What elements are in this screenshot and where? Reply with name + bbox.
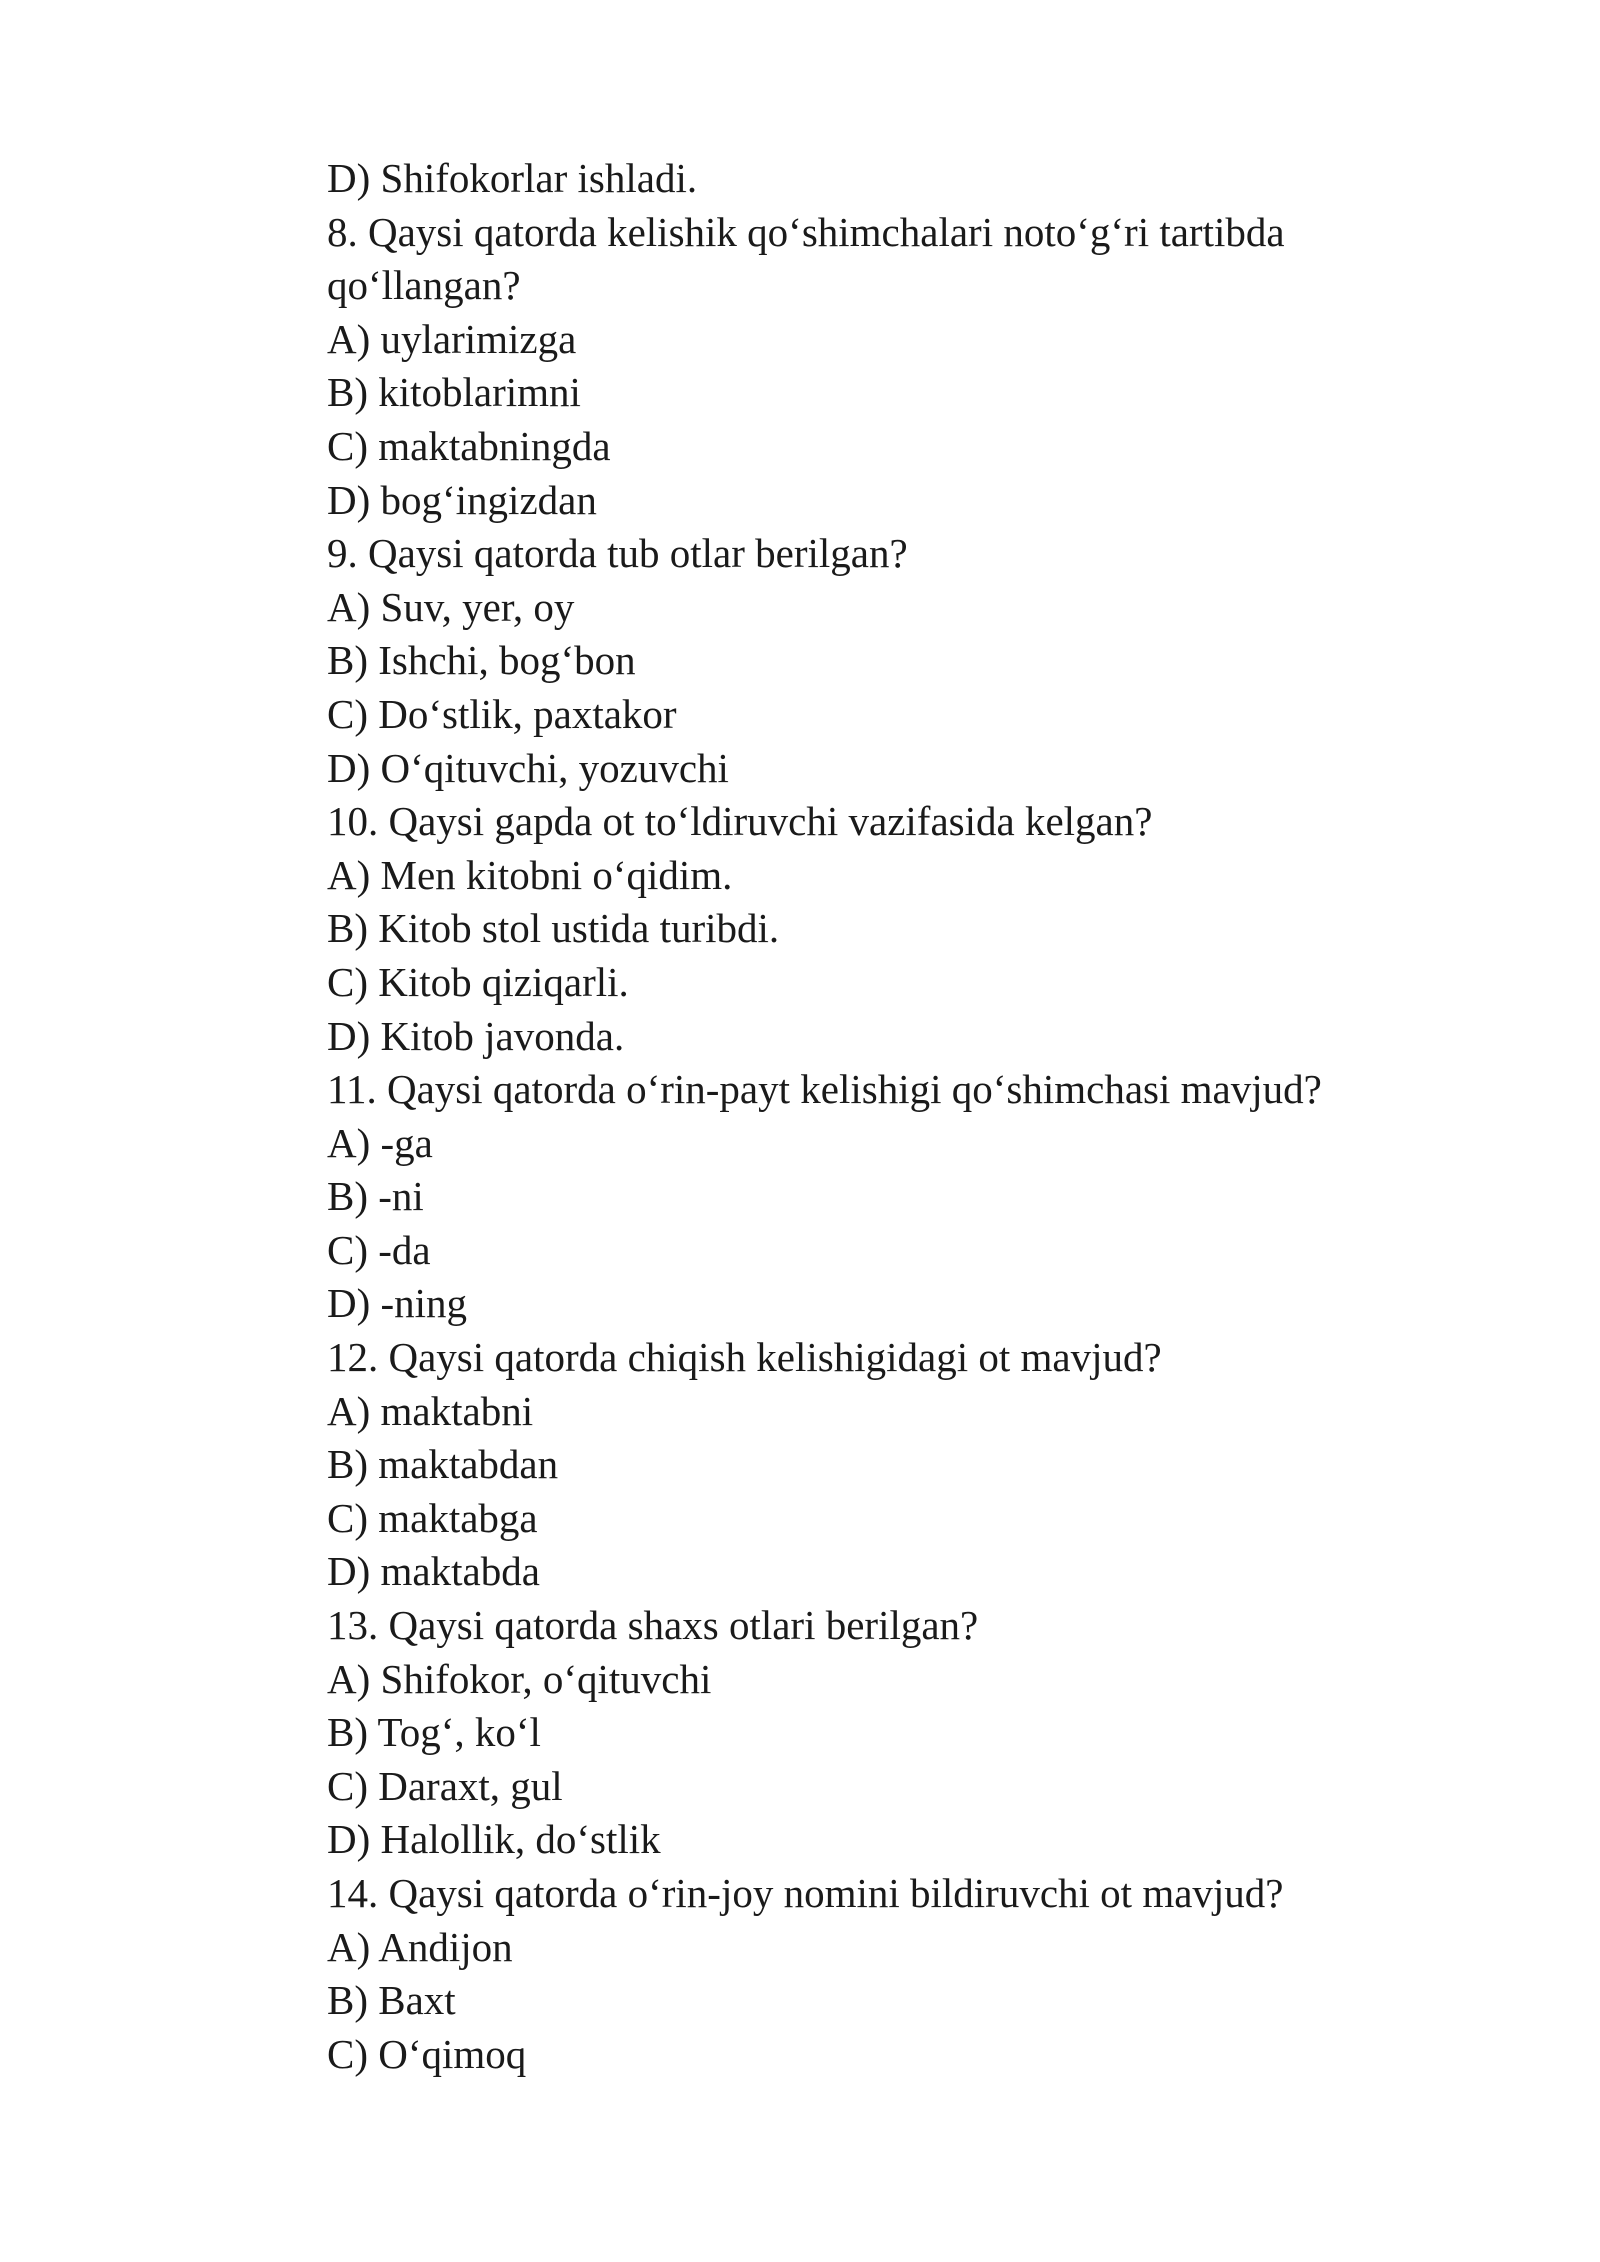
option-d: D) O‘qituvchi, yozuvchi — [327, 744, 729, 791]
question-text: 12. Qaysi qatorda chiqish kelishigidagi ot mavjud? — [327, 1334, 1162, 1381]
question-text: 8. Qaysi qatorda kelishik qo‘shimchalari noto‘g‘ri tartibda qo‘llangan? — [327, 208, 1285, 309]
option-b: B) Ishchi, bog‘bon — [327, 637, 636, 684]
option-d: D) bog‘ingizdan — [327, 476, 597, 523]
question-12 — [327, 1331, 1477, 1599]
question-text: 10. Qaysi gapda ot to‘ldiruvchi vazifasida kelgan? — [327, 798, 1153, 845]
option-d: D) Kitob javonda. — [327, 1012, 625, 1059]
option-d: D) maktabda — [327, 1548, 540, 1595]
option-d: D) -ning — [327, 1280, 468, 1327]
option-c: C) -da — [327, 1226, 431, 1273]
option-a: A) uylarimizga — [327, 315, 577, 362]
option-a: A) Andijon — [327, 1923, 513, 1970]
option-c: C) O‘qimoq — [327, 2030, 527, 2077]
option-a: A) maktabni — [327, 1387, 534, 1434]
option-b: B) Tog‘, ko‘l — [327, 1709, 541, 1756]
option-b: B) -ni — [327, 1173, 424, 1220]
question-10 — [327, 795, 1477, 1063]
option-c: C) maktabga — [327, 1494, 538, 1541]
question-text: 14. Qaysi qatorda o‘rin-joy nomini bildiruvchi ot mavjud? — [327, 1870, 1284, 1916]
option-a: A) Suv, yer, oy — [327, 583, 575, 630]
option-b: B) kitoblarimni — [327, 369, 581, 416]
option-c: C) maktabningda — [327, 422, 611, 469]
quiz-content — [327, 152, 1477, 2081]
option-b: B) Kitob stol ustida turibdi. — [327, 905, 780, 952]
question-text: 9. Qaysi qatorda tub otlar berilgan? — [327, 530, 908, 577]
option-b: B) Baxt — [327, 1977, 456, 2024]
option-c: C) Do‘stlik, paxtakor — [327, 690, 677, 737]
question-8 — [327, 206, 1477, 528]
option-a: A) Men kitobni o‘qidim. — [327, 851, 733, 898]
question-11 — [327, 1063, 1477, 1331]
question-13 — [327, 1599, 1477, 1867]
question-14 — [327, 1867, 1477, 2081]
option-a: A) -ga — [327, 1119, 433, 1166]
preceding-option: D) Shifokorlar ishladi. — [327, 155, 698, 201]
option-c: C) Kitob qiziqarli. — [327, 958, 629, 1005]
question-9 — [327, 527, 1477, 795]
option-b: B) maktabdan — [327, 1441, 559, 1488]
question-text: 13. Qaysi qatorda shaxs otlari berilgan? — [327, 1602, 979, 1649]
question-text: 11. Qaysi qatorda o‘rin-payt kelishigi qo‘shimchasi mavjud? — [327, 1066, 1322, 1113]
option-a: A) Shifokor, o‘qituvchi — [327, 1655, 712, 1702]
option-c: C) Daraxt, gul — [327, 1762, 563, 1809]
option-d: D) Halollik, do‘stlik — [327, 1816, 661, 1863]
